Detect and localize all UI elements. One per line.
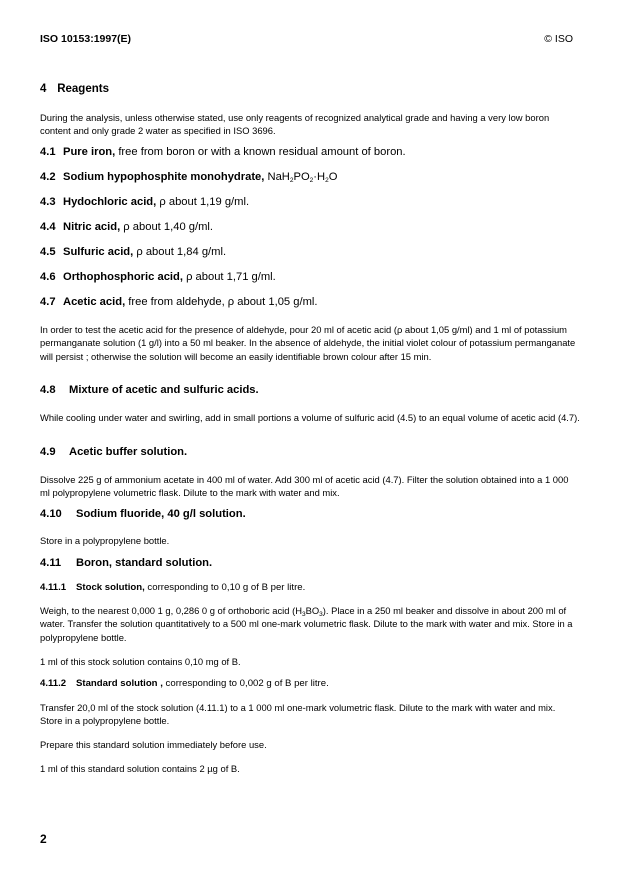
item-name: Pure iron,	[63, 146, 116, 158]
paragraph: Transfer 20,0 ml of the stock solution (4.11.1) to a 1 000 ml one-mark volumetric flask. Dilute to the mark with water and mix. Store in a polypropylene bottle.	[40, 702, 556, 727]
document-id: ISO 10153:1997(E)	[40, 33, 132, 45]
item-name: Acetic acid,	[63, 296, 126, 308]
item-number: 4.1	[40, 146, 56, 158]
section-number: 4	[40, 83, 47, 95]
reagent-item	[40, 171, 580, 183]
sub-subsection-heading: 4.11.1 Stock solution, corresponding to 0,10 g of B per litre.	[40, 582, 306, 593]
chemical-formula: $NaH_2PO_2\cdot H_2O$	[267, 171, 338, 184]
paragraph: In order to test the acetic acid for the presence of aldehyde, pour 20 ml of acetic acid (ρ about 1,05 g/ml) and 1 ml of potassium permanganate solution (1 g/l) into a 50 ml beaker. In the absence of aldehyde, the initial violet colour of potassium permanganate will persist ; otherwise the solution will become an easily identifiable brown colour after 15 min.	[40, 324, 576, 362]
page-number: 2	[40, 832, 47, 846]
item-number: 4.7	[40, 296, 56, 308]
item-description: ρ about 1,40 g/ml.	[120, 221, 214, 233]
reagent-item	[40, 271, 580, 283]
reagent-item	[40, 146, 580, 158]
paragraph: While cooling under water and swirling, add in small portions a volume of sulfuric acid (4.5) to an equal volume of acetic acid (4.7).	[40, 412, 580, 423]
section-title: Reagents	[57, 83, 109, 95]
item-name: Sodium hypophosphite monohydrate,	[63, 171, 265, 183]
sub-subsection-heading: 4.11.2 Standard solution , corresponding to 0,002 g of B per litre.	[40, 678, 329, 689]
item-number: 4.4	[40, 221, 56, 233]
subsection-heading: 4.11 Boron, standard solution.	[40, 557, 213, 569]
copyright-notice: © ISO	[544, 33, 573, 45]
item-number: 4.3	[40, 196, 56, 208]
section-heading	[40, 83, 580, 95]
reagent-item	[40, 196, 580, 208]
item-number: 4.5	[40, 246, 56, 258]
item-name: Orthophosphoric acid,	[63, 271, 183, 283]
paragraph: Prepare this standard solution immediately before use.	[40, 739, 267, 750]
item-description: free from boron or with a known residual amount of boron.	[115, 146, 406, 158]
paragraph: 1 ml of this stock solution contains 0,10 mg of B.	[40, 656, 241, 667]
reagent-item	[40, 221, 580, 233]
paragraph: Weigh, to the nearest 0,000 1 g, 0,286 0 g of orthoboric acid $(H_3BO_3)$. Place in a 250 ml beaker and dissolve in about 200 ml of water. Transfer the solution quantitatively to a 500 ml one-mark volumetric flask. Dilute to the mark with water and mix. Store in a polypropylene bottle.	[40, 605, 573, 643]
item-name: Hydochloric acid,	[63, 196, 157, 208]
paragraph: 1 ml of this standard solution contains 2 µg of B.	[40, 763, 240, 774]
item-description: ρ about 1,19 g/ml.	[156, 196, 250, 208]
item-description: ρ about 1,84 g/ml.	[133, 246, 227, 258]
item-number: 4.6	[40, 271, 56, 283]
paragraph: Dissolve 225 g of ammonium acetate in 400 ml of water. Add 300 ml of acetic acid (4.7). Filter the solution obtained into a 1 000 ml polypropylene volumetric flask. Dilute to the mark with water and mix.	[40, 474, 569, 499]
reagent-item	[40, 246, 580, 258]
item-number: 4.2	[40, 171, 56, 183]
subsection-heading: 4.9 Acetic buffer solution.	[40, 446, 188, 458]
reagent-item	[40, 296, 580, 308]
item-description: ρ about 1,71 g/ml.	[182, 271, 276, 283]
item-description: free from aldehyde, ρ about 1,05 g/ml.	[125, 296, 318, 308]
subsection-heading: 4.8 Mixture of acetic and sulfuric acids.	[40, 384, 259, 396]
paragraph: Store in a polypropylene bottle.	[40, 535, 170, 546]
intro-paragraph: During the analysis, unless otherwise stated, use only reagents of recognized analytical grade and having a very low boron content and only grade 2 water as specified in ISO 3696.	[40, 112, 550, 137]
item-name: Sulfuric acid,	[63, 246, 134, 258]
subsection-heading: 4.10 Sodium fluoride, 40 g/l solution.	[40, 508, 246, 520]
item-name: Nitric acid,	[63, 221, 121, 233]
